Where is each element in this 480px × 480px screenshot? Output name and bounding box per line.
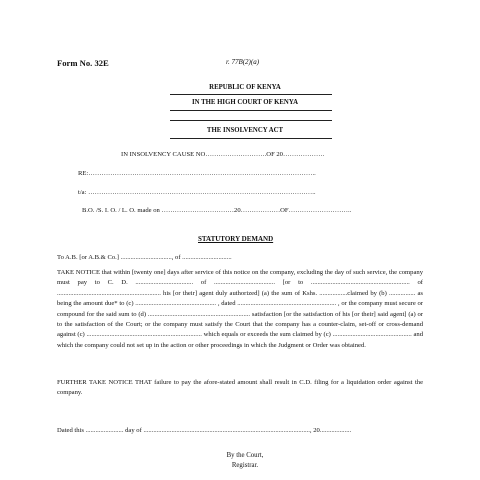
insolvency-cause-line: IN INSOLVENCY CAUSE NO……………………….OF 20……………….: [121, 151, 325, 158]
divider-line: [170, 94, 332, 95]
addressee-line: To A.B. [or A.B.& Co.] ..............................., of ..............................: [57, 254, 232, 261]
statutory-demand-heading: STATUTORY DEMAND: [198, 235, 274, 243]
further-notice-paragraph: FURTHER TAKE NOTICE THAT failure to pay the afore-stated amount shall result in C.D. filing for a liquidation order against the company.: [57, 379, 423, 397]
court-title: IN THE HIGH COURT OF KENYA: [191, 99, 299, 106]
divider-line: [170, 120, 332, 121]
registrar: Registrar.: [231, 462, 259, 469]
re-line: RE:…………………………………………………………………………………………..: [78, 170, 316, 177]
republic-title: REPUBLIC OF KENYA: [209, 84, 281, 91]
order-made-line: B.O. /S. I. O. / L. O. made on ……………………………20………………OF………………………..: [82, 207, 352, 214]
rule-reference: r. 77B(2)(a): [226, 58, 260, 66]
dated-line: Dated this ....................... day of ....................................................................................................., 20...................: [57, 427, 352, 434]
divider-line: [170, 138, 332, 139]
act-title: THE INSOLVENCY ACT: [206, 127, 284, 134]
divider-line: [170, 110, 332, 111]
notice-paragraph: TAKE NOTICE that within [twenty one] days after service of this notice on the company, excluding the day of such service, the company must pay to C. D. ................................... of ..................................... [or to ............................................................ of ............................................................... his [or their] agent duly authorized] (a) the sum of Kshs. .................claimed by (b) ................ as being the amount due* to (c) ................................................. , dated ............................................................ , or the company must secure or compound for the said sum to (d) .............................................................. satisfaction [or the satisfaction of his [or their] said agent] (a) or to the satisfaction of the Court; or the company must satisfy the Court that the company has a counter-claim, set-off or cross-demand against (c) ...................................................................... which equals or exceeds the sum claimed by (c) ................................................ and which the company could not set up in the action or other proceedings in which the Judgment or Order was obtained.: [57, 269, 423, 349]
by-the-court: By the Court,: [226, 452, 264, 459]
form-number: Form No. 32E: [57, 58, 109, 68]
trading-as-line: t/a: …………………………………………………………………………………………..: [78, 189, 316, 196]
